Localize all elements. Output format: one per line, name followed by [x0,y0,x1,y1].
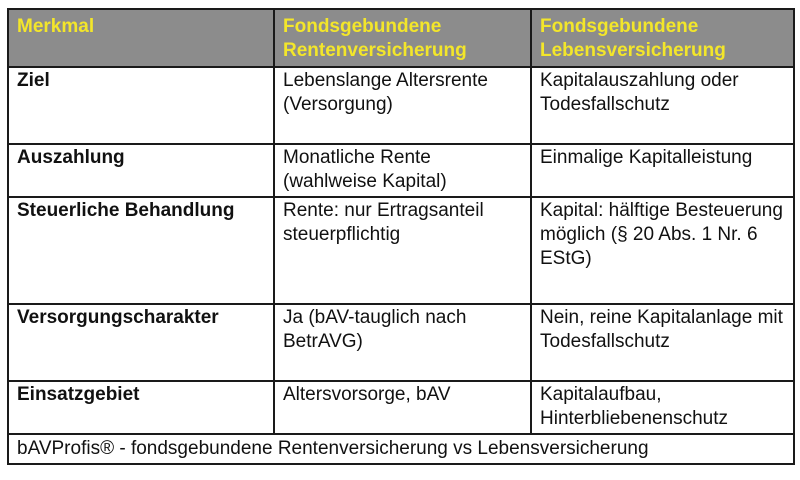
cell-renten-ziel: Lebenslange Altersrente (Versorgung) [274,67,531,144]
comparison-table-container [7,8,793,465]
row-label-steuer: Steuerliche Behandlung [8,197,274,304]
caption-row [8,434,794,464]
cell-lebens-ziel: Kapitalauszahlung oder Todesfallschutz [531,67,794,144]
cell-lebens-steuer: Kapital: hälftige Besteuerung möglich (§ 20 Abs. 1 Nr. 6 EStG) [531,197,794,304]
comparison-table [7,8,795,465]
row-label-auszahlung: Auszahlung [8,144,274,197]
cell-renten-steuer: Rente: nur Ertragsanteil steuerpflichtig [274,197,531,304]
header-row [8,9,794,67]
table-caption: bAVProfis® - fondsgebundene Rentenversicherung vs Lebensversicherung [8,434,794,464]
table-row [8,381,794,434]
cell-renten-auszahlung: Monatliche Rente (wahlweise Kapital) [274,144,531,197]
cell-renten-versorgung: Ja (bAV-tauglich nach BetrAVG) [274,304,531,381]
table-row [8,197,794,304]
table-row [8,304,794,381]
cell-renten-einsatz: Altersvorsorge, bAV [274,381,531,434]
cell-lebens-versorgung: Nein, reine Kapitalanlage mit Todesfallschutz [531,304,794,381]
row-label-ziel: Ziel [8,67,274,144]
header-rentenversicherung: Fondsgebundene Rentenversicherung [274,9,531,67]
table-row [8,67,794,144]
row-label-einsatz: Einsatzgebiet [8,381,274,434]
table-row [8,144,794,197]
cell-lebens-auszahlung: Einmalige Kapitalleistung [531,144,794,197]
cell-lebens-einsatz: Kapitalaufbau, Hinterbliebenenschutz [531,381,794,434]
header-lebensversicherung: Fondsgebundene Lebensversicherung [531,9,794,67]
header-merkmal: Merkmal [8,9,274,67]
row-label-versorgung: Versorgungscharakter [8,304,274,381]
